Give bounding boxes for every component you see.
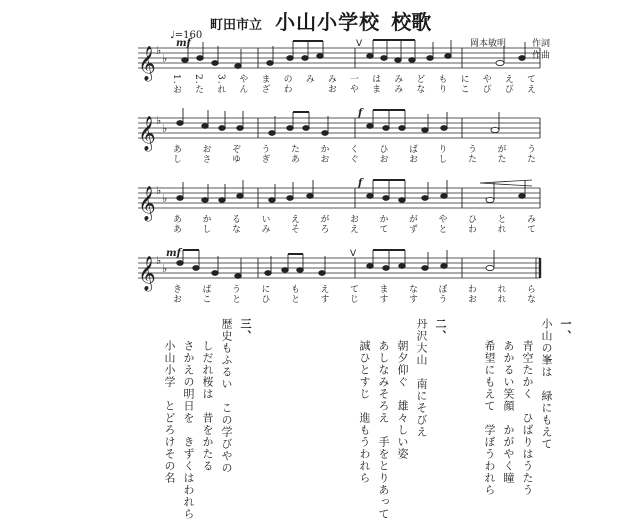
flat-icon: ♭ [162, 122, 168, 135]
lyric-syllable: えす [318, 284, 329, 304]
lyric-syllable: やび [480, 74, 491, 94]
treble-clef-icon: 𝄞 [138, 116, 156, 151]
lyric-syllable: おえ [348, 214, 358, 234]
dynamic-f: f [358, 178, 363, 189]
flat-icon: ♭ [162, 52, 168, 65]
lyric-syllable: がず [407, 214, 417, 234]
flat-icon: ♭ [162, 262, 168, 275]
lyric-syllable: なす [407, 284, 417, 304]
breath-mark: V [356, 39, 363, 49]
lyric-syllable: いみ [259, 214, 270, 234]
verse-line: 誠ひとすじ 進もうわれら [358, 340, 371, 484]
city-name: 町田市立 [210, 18, 263, 33]
lyric-syllable: ああ [171, 214, 181, 234]
lyric-syllable: みて [525, 214, 535, 234]
verse-2 [355, 318, 450, 520]
verse-number: 三、 [239, 318, 252, 342]
lyric-syllable: あし [171, 144, 181, 164]
verse-3 [160, 318, 255, 520]
flat-icon: ♭ [156, 44, 162, 57]
lyric-syllable: ぞゆ [230, 144, 240, 164]
lyric-syllable: ぼう [436, 284, 447, 304]
lyric-syllable: みみ [392, 74, 403, 94]
verse-line: しだれ桜は 昔をかたる [201, 340, 214, 472]
lyric-syllable: くぐ [348, 144, 358, 164]
lyric-syllable: れれ [495, 284, 506, 304]
lyric-syllable: 2.た [193, 74, 204, 95]
flat-icon: ♭ [156, 184, 162, 197]
treble-clef-icon: 𝄞 [138, 46, 156, 81]
lyric-syllable: にこ [458, 74, 469, 94]
verse-line: 希望にもえて 学ぼうわれら [483, 340, 496, 496]
dynamic-mf: mf [166, 248, 181, 259]
lyric-syllable: はま [370, 74, 381, 94]
key-signatures [156, 44, 167, 275]
lyric-syllable: まざ [259, 74, 270, 94]
verse-line: 小山の峯は 緑にもえて [540, 318, 553, 450]
lyric-syllable: ばこ [200, 284, 211, 304]
lyric-syllable: うた [525, 144, 535, 164]
tempo-marking: ♩=160 [170, 30, 203, 41]
flat-icon: ♭ [162, 192, 168, 205]
lyric-syllable: えそ [289, 214, 299, 234]
lyric-syllable: かし [200, 214, 211, 234]
lyric-syllable: どな [414, 74, 425, 94]
lyric-syllable: たあ [289, 144, 299, 164]
verse-line: 歴史もふるい この学びやの [220, 318, 233, 474]
lyric-syllable: るな [230, 214, 240, 234]
lyric-syllable: のわ [281, 74, 292, 94]
lyric-syllable: きお [171, 284, 181, 304]
verse-line: さかえの明日を きずくはわれら [182, 340, 195, 520]
lyric-syllable: もり [436, 74, 447, 94]
lyric-syllable: みお [325, 74, 336, 94]
verse-line: 丹沢大山 南にそびえ [415, 318, 428, 438]
lyric-syllable: うた [466, 144, 476, 164]
lyric-syllable: ばお [407, 144, 417, 164]
verse-line: 小山小学 とどろけその名 [163, 340, 176, 484]
lyric-syllable: ひお [377, 144, 388, 164]
treble-clefs [138, 46, 156, 292]
school-name: 小山小学校 [275, 10, 381, 34]
song-label: 校歌 [391, 10, 432, 34]
lyric-syllable: み [303, 74, 314, 84]
lyric-syllable: がろ [318, 214, 329, 234]
lyric-syllable: てえ [525, 74, 535, 94]
dynamic-f: f [358, 108, 363, 119]
treble-clef-icon: 𝄞 [138, 256, 156, 291]
lyric-syllable: うと [230, 284, 240, 304]
dynamic-mf: mf [176, 38, 191, 49]
lyric-syllable: 一や [348, 74, 358, 94]
composer-role: 作曲 [531, 51, 550, 61]
verse-line: 朝夕仰ぐ 雄々しい姿 [396, 340, 409, 460]
lyric-syllable: にひ [259, 284, 270, 304]
lyric-syllable: ひわ [466, 214, 476, 234]
flat-icon: ♭ [156, 114, 162, 127]
lyric-syllable: かお [318, 144, 329, 164]
lyric-syllable: らな [525, 284, 535, 304]
lyric-syllable: かて [377, 214, 388, 234]
lyric-syllable: りし [436, 144, 447, 164]
lyric-syllable: おさ [200, 144, 211, 164]
flat-icon: ♭ [156, 254, 162, 267]
lyric-syllable: やん [237, 74, 248, 94]
lyric-syllable: 1.お [171, 74, 181, 95]
verse-number: 一、 [559, 318, 572, 342]
lyric-syllable: ます [377, 284, 388, 304]
breath-mark: V [350, 249, 357, 259]
verse-line: あしなみそろえ 手をとりあって [377, 340, 390, 520]
verse-line: 青空たかく ひばりはうたう [521, 340, 534, 496]
hairpin [480, 180, 532, 186]
lyricist-name: 岡本敏明 [470, 39, 507, 49]
lyric-syllable: やと [436, 214, 447, 234]
lyric-syllable: うぎ [259, 144, 270, 164]
lyric-syllable: もと [289, 284, 299, 304]
lyricist-role: 作詞 [531, 39, 550, 49]
verse-line: あかるい笑顔 かがやく瞳 [502, 340, 515, 484]
lyric-syllable: 3.れ [215, 74, 226, 95]
verse-1 [480, 318, 575, 496]
lyric-syllable: てじ [348, 284, 358, 304]
lyric-syllable: わお [466, 284, 476, 304]
lyric-syllable: えび [502, 74, 513, 94]
verse-number: 二、 [434, 318, 447, 342]
lyric-syllable: とれ [495, 214, 506, 234]
treble-clef-icon: 𝄞 [138, 186, 156, 221]
lyric-syllable: がた [495, 144, 506, 164]
